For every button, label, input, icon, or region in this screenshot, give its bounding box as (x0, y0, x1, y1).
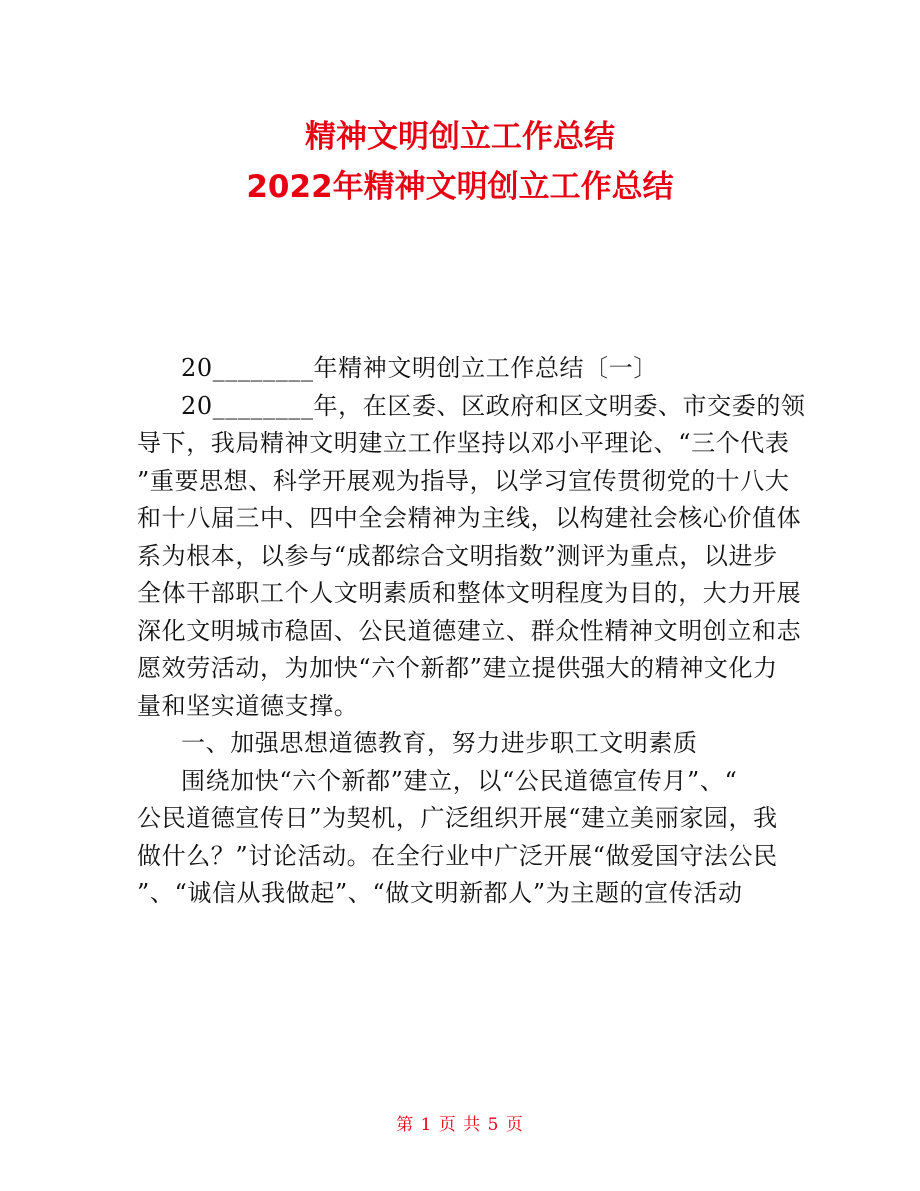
paragraph-line: ”、“诚信从我做起”、“做文明新都人”为主题的宣传活动 (137, 879, 743, 907)
paragraph-line: 系为根本，以参与“成都综合文明指数”测评为重点，以进步 (137, 541, 778, 570)
title-line-2: 2022年精神文明创立工作总结 (246, 169, 674, 205)
paragraph-line: 深化文明城市稳固、公民道德建立、群众性精神文明创立和志 (137, 616, 802, 645)
paragraph-line: 围绕加快“六个新都”建立，以“公民道德宣传月”、“ (181, 766, 738, 795)
paragraph-line: 公民道德宣传日”为契机，广泛组织开展“建立美丽家园，我 (137, 804, 778, 832)
page-number: 第 1 页 共 5 页 (396, 1115, 524, 1135)
title-line-1: 精神文明创立工作总结 (305, 119, 615, 155)
section-heading: 20________年精神文明创立工作总结〔一〕 (181, 354, 658, 382)
section-heading: 一、加强思想道德教育，努力进步职工文明素质 (181, 729, 698, 757)
paragraph-line: ”重要思想、科学开展观为指导，以学习宣传贯彻党的十八大 (137, 466, 790, 495)
paragraph-line: 和十八届三中、四中全会精神为主线，以构建社会核心价值体 (137, 504, 802, 532)
paragraph-line: 20________年，在区委、区政府和区文明委、市交委的领 (181, 391, 806, 420)
paragraph-line: 导下，我局精神文明建立工作坚持以邓小平理论、“三个代表 (137, 429, 790, 457)
paragraph-line: 愿效劳活动，为加快“六个新都”建立提供强大的精神文化力 (137, 654, 778, 682)
paragraph-line: 量和坚实道德支撑。 (137, 691, 359, 720)
paragraph-line: 全体干部职工个人文明素质和整体文明程度为目的，大力开展 (137, 579, 802, 607)
paragraph-line: 做什么？”讨论活动。在全行业中广泛开展“做爱国守法公民 (137, 841, 778, 870)
body-text (137, 350, 806, 913)
document-title (0, 112, 920, 212)
